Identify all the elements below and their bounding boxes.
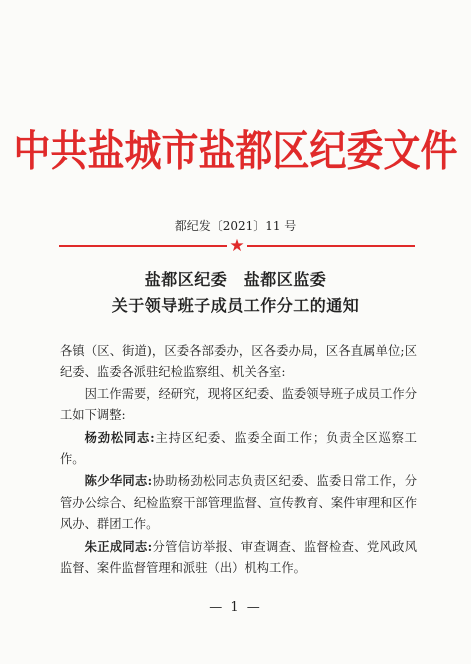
page-number: — 1 — (209, 600, 262, 615)
divider-line-left (59, 245, 227, 247)
assignee-name: 朱正成同志: (84, 538, 153, 554)
red-divider (59, 238, 415, 254)
assignee-name: 杨劲松同志: (84, 429, 155, 445)
assignment-paragraph (60, 470, 417, 535)
assignment-paragraph (60, 427, 417, 471)
assignment-paragraph (60, 536, 417, 580)
document-header-title: 中共盐城市盐都区纪委文件 (13, 125, 458, 176)
assignee-duty: 协助杨劲松同志负责区纪委、监委日常工作，分管办公综合、纪检监察干部管理监督、宣传教育、案件审理和区作风办、群团工作。 (60, 474, 417, 532)
assignee-duty: 分管信访举报、审查调查、监督检查、党风政风监督、案件监督管理和派驻（出）机构工作。 (60, 539, 417, 576)
divider-line-right (247, 245, 415, 247)
notice-body (60, 341, 417, 579)
star-icon: ★ (229, 236, 245, 256)
document-number: 都纪发〔2021〕11 号 (174, 219, 297, 233)
notice-title-issuers: 盐都区纪委 盐都区监委 (144, 270, 327, 289)
addressee: 各镇（区、街道)，区委各部委办，区各委办局，区各直属单位;区纪委、监委各派驻纪检监察组、机关各室: (60, 344, 417, 380)
assignee-duty: 主持区纪委、监委全面工作；负责全区巡察工作。 (60, 430, 417, 467)
assignee-name: 陈少华同志: (84, 473, 153, 489)
intro-paragraph: 因工作需要，经研究，现将区纪委、监委领导班子成员工作分工如下调整: (60, 386, 417, 423)
notice-title-subject: 关于领导班子成员工作分工的通知 (111, 296, 360, 315)
